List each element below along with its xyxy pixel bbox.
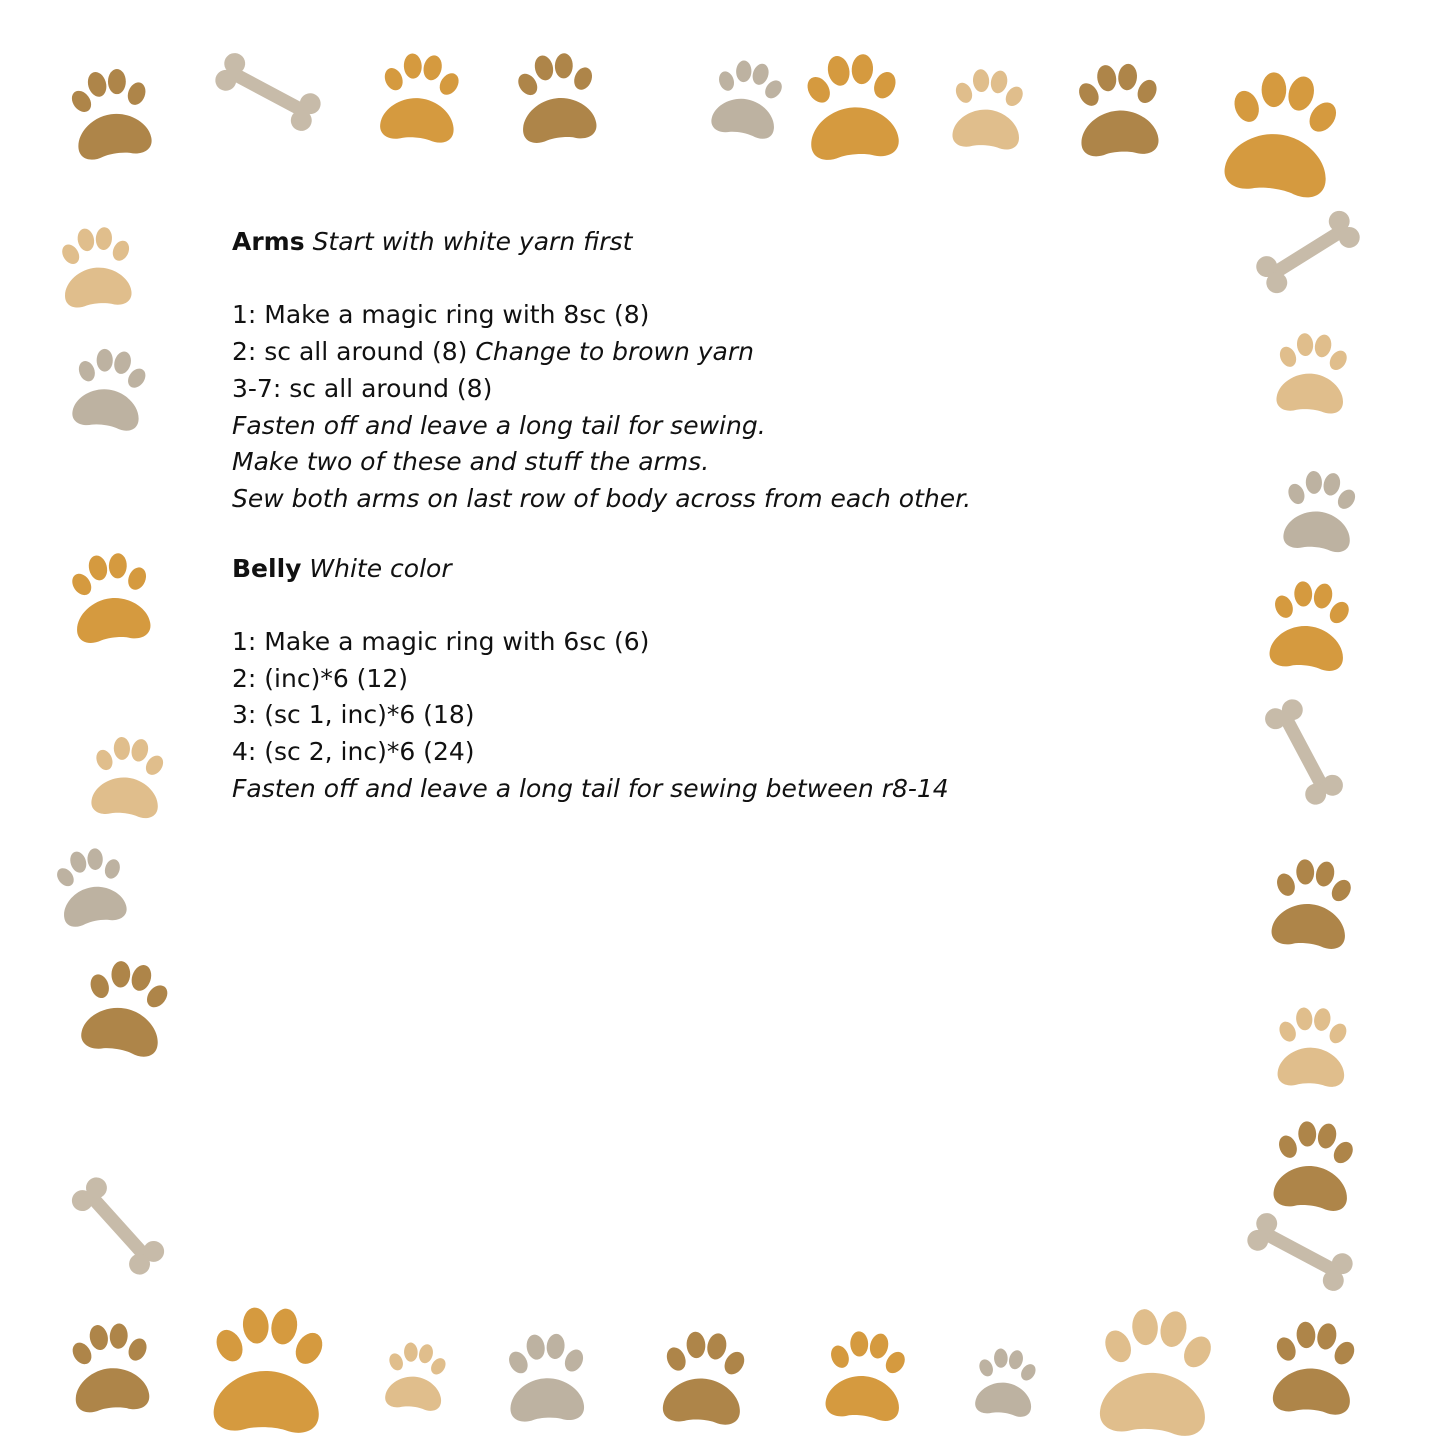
- arms-round-text: 1: Make a magic ring with 8sc (8): [232, 300, 650, 330]
- dog-bone-icon: [1252, 207, 1363, 297]
- paw-print-icon: [821, 1327, 911, 1423]
- belly-title: Belly: [232, 553, 302, 583]
- belly-round: 3: (sc 1, inc)*6 (18): [232, 700, 475, 730]
- paw-print-icon: [1273, 330, 1352, 414]
- arms-instruction: Fasten off and leave a long tail for sewing.: [232, 410, 766, 440]
- belly-subtitle: White color: [309, 553, 452, 583]
- paw-print-icon: [50, 843, 132, 929]
- arms-title: Arms: [232, 227, 305, 256]
- belly-heading: [232, 551, 1192, 588]
- belly-round: 4: (sc 2, inc)*6 (24): [232, 737, 475, 767]
- paw-print-icon: [707, 55, 789, 141]
- arms-round-note: Change to brown yarn: [475, 337, 755, 367]
- paw-print-icon: [1279, 467, 1360, 554]
- paw-print-icon: [382, 1339, 451, 1412]
- paw-print-icon: [208, 1304, 328, 1433]
- paw-print-icon: [658, 1328, 749, 1426]
- dog-bone-icon: [68, 1173, 169, 1279]
- paw-print-icon: [76, 955, 176, 1060]
- paw-print-icon: [512, 49, 602, 145]
- arms-round: [232, 297, 1192, 334]
- paw-print-icon: [1269, 1117, 1359, 1213]
- paw-print-icon: [1274, 1006, 1350, 1088]
- dog-bone-icon: [1261, 696, 1346, 809]
- paw-print-icon: [949, 66, 1028, 150]
- arms-instruction: Sew both arms on last row of body across from each other.: [232, 483, 972, 513]
- paw-print-icon: [1268, 1318, 1359, 1416]
- arms-round-text: 2: sc all around (8): [232, 337, 468, 367]
- arms-heading: [232, 224, 1192, 261]
- dog-bone-icon: [1244, 1209, 1357, 1294]
- paw-print-icon: [1074, 61, 1164, 157]
- paw-print-icon: [1265, 577, 1355, 673]
- arms-round: [232, 371, 1192, 408]
- paw-print-icon: [67, 1320, 154, 1413]
- paw-print-icon: [68, 344, 152, 433]
- arms-round-text: 3-7: sc all around (8): [232, 373, 493, 403]
- paw-print-icon: [801, 50, 905, 161]
- dog-bone-icon: [212, 49, 325, 134]
- paw-print-icon: [65, 64, 158, 162]
- paw-print-icon: [376, 50, 465, 144]
- arms-round: [232, 334, 1192, 371]
- paw-print-icon: [57, 224, 136, 308]
- belly-instruction: Fasten off and leave a long tail for sewing between r8-14: [232, 773, 949, 803]
- arms-instruction: Make two of these and stuff the arms.: [232, 447, 710, 477]
- paw-print-icon: [505, 1332, 589, 1423]
- belly-round: 1: Make a magic ring with 6sc (6): [232, 627, 650, 656]
- paw-print-icon: [1218, 65, 1346, 201]
- arms-subtitle: Start with white yarn first: [312, 227, 633, 256]
- pattern-text: [232, 224, 1192, 808]
- paw-print-icon: [87, 733, 168, 820]
- belly-round: 2: (inc)*6 (12): [232, 663, 408, 693]
- paw-print-icon: [66, 549, 156, 645]
- paw-print-icon: [1267, 855, 1357, 951]
- paw-print-icon: [1094, 1305, 1219, 1438]
- paw-print-icon: [972, 1345, 1041, 1418]
